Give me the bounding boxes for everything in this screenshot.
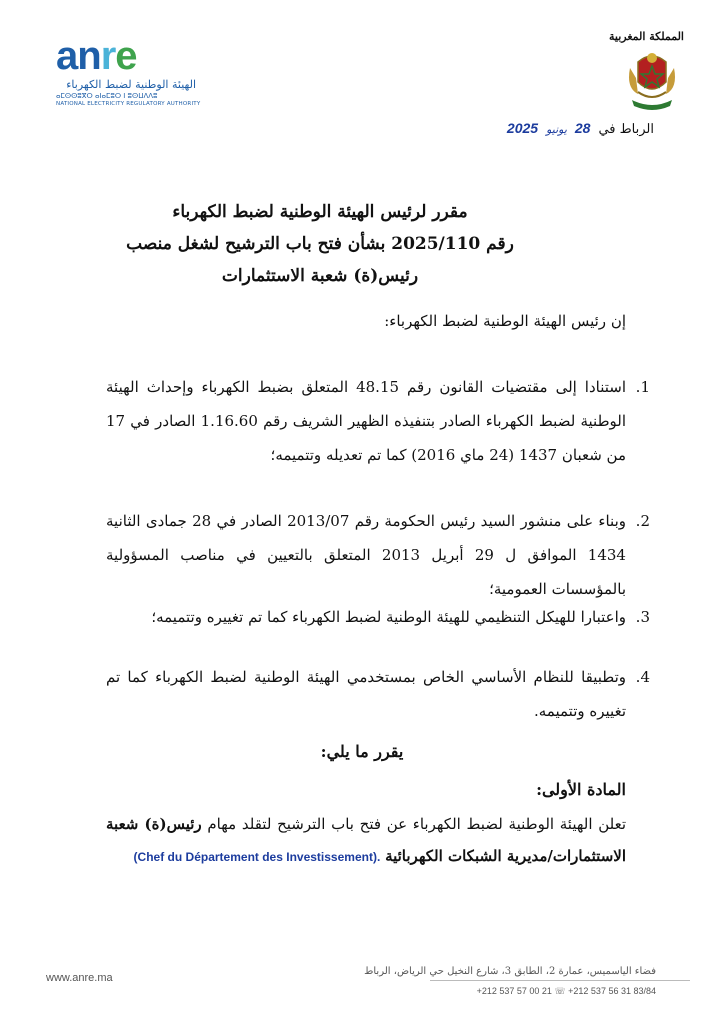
item-number: 4. (635, 668, 650, 686)
title-line-3: رئيس(ة) شعبة الاستثمارات (221, 266, 419, 286)
item-text: وتطبيقا للنظام الأساسي الخاص بمستخدمي الهيئة الوطنية لضبط الكهرباء كما تم تغييره وتتميمه. (106, 668, 626, 720)
item-text: استنادا إلى مقتضيات القانون رقم 48.15 المتعلق بضبط الكهرباء وإحداث الهيئة الوطنية لضبط الكهرباء الصادر بتنفيذه الظهير الشريف رقم 1.16.60 الصادر في 17 من شعبان 1437 (24 ماي 2016) كما تم تعديله وتتميمه؛ (106, 378, 627, 464)
article-text-plain: تعلن الهيئة الوطنية لضبط الكهرباء عن فتح باب الترشيح لتقلد مهام (207, 815, 627, 833)
item-number: 1. (635, 378, 650, 396)
decision-heading: يقرر ما يلي: (320, 742, 404, 761)
city-date-prefix: الرباط في (598, 122, 654, 137)
item-text: واعتبارا للهيكل التنظيمي للهيئة الوطنية لضبط الكهرباء كما تم تغييره وتتميمه؛ (151, 608, 626, 626)
date-day: 28 (574, 120, 591, 136)
footer-website[interactable]: www.anre.ma (46, 972, 113, 984)
anre-logo (56, 34, 201, 107)
article-text-bold: رئيس(ة) شعبة الاستثمارات/مديرية الشبكات الكهربائية (106, 815, 626, 865)
list-item (106, 600, 650, 634)
footer-phones: +212 537 57 00 21 ☏ +212 537 56 31 83/84 (476, 986, 656, 996)
date-line (507, 120, 654, 137)
list-item (106, 660, 650, 728)
footer-divider (430, 980, 690, 981)
list-item (106, 370, 650, 472)
article-text-french: (Chef du Département des Investissement). (133, 850, 381, 864)
logo-english-name: NATIONAL ELECTRICITY REGULATORY AUTHORITY (56, 101, 201, 107)
coat-of-arms-icon (624, 48, 680, 114)
date-year: 2025 (506, 120, 539, 136)
list-item (106, 504, 650, 606)
logo-arabic-name: الهيئة الوطنية لضبط الكهرباء (66, 78, 196, 91)
kingdom-label: المملكة المغربية (609, 30, 684, 43)
intro-text: إن رئيس الهيئة الوطنية لضبط الكهرباء: (384, 312, 626, 330)
date-month: يونيو (546, 123, 567, 136)
footer-address: فضاء الياسميس، عمارة 2، الطابق 3، شارع النخيل حي الرياض، الرباط (364, 966, 656, 977)
decision-title (120, 196, 520, 292)
title-line-1: مقرر لرئيس الهيئة الوطنية لضبط الكهرباء (172, 202, 468, 222)
item-number: 3. (635, 608, 650, 626)
logo-brand: anre (56, 34, 137, 78)
article-heading: المادة الأولى: (536, 780, 626, 799)
title-line-2: رقم 2025/110 بشأن فتح باب الترشيح لشغل منصب (126, 234, 514, 254)
logo-tifinagh-name: ⴰⵎⵙⵙⵓⴳⵔ ⴰⵏⴰⵎⵓⵔ ⵏ ⵓⵙⵡⴷⴷⵓ (56, 92, 158, 100)
item-number: 2. (635, 512, 650, 530)
article-text (106, 808, 626, 873)
item-text: وبناء على منشور السيد رئيس الحكومة رقم 2013/07 الصادر في 28 جمادى الثانية 1434 الموافق ل 29 أبريل 2013 المتعلق بالتعيين في مناصب المسؤولية بالمؤسسات العمومية؛ (106, 512, 627, 598)
